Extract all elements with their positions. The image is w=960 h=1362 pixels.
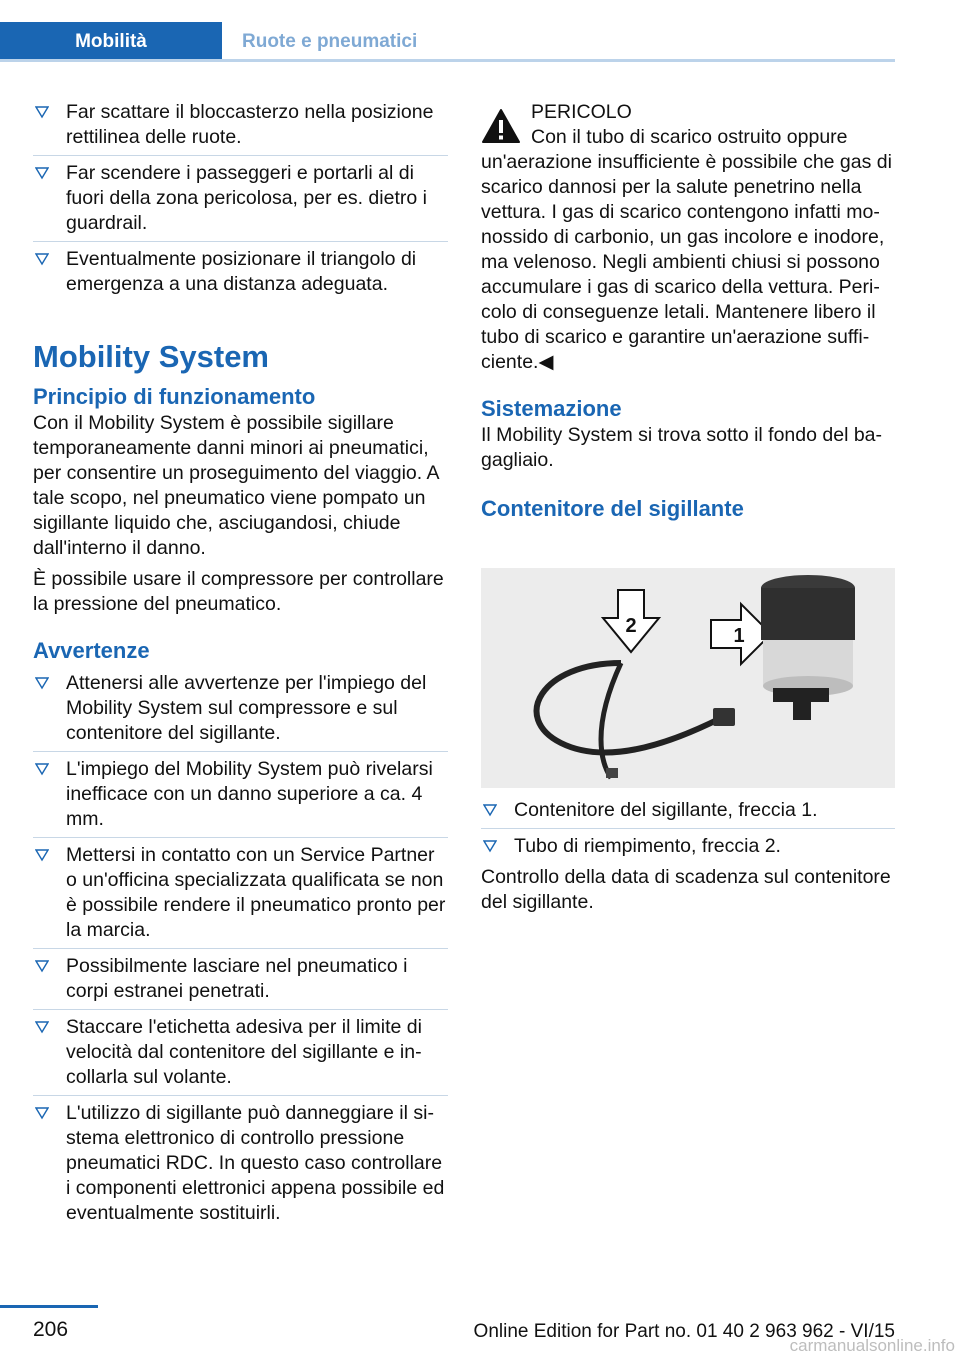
list-item (33, 757, 448, 832)
divider (33, 1009, 448, 1010)
arrow-2-label: 2 (625, 615, 637, 637)
triangle-bullet-icon (35, 676, 49, 690)
danger-text: Con il tubo di scarico ostruito oppure un'aerazione insufficiente è possibile che gas di scarico dannosi per la salute penetrino nella vettura. I gas di scarico contengono infatti monossido di carbonio, un gas incolore e inodore, ma velenoso. Negli ambienti chiusi si possono accumulare i gas di scarico della vettura. Pericolo di conseguenze letali. Mantenere libero il tubo di scarico e garantire un'aerazione sufficiente.◀ (481, 126, 892, 373)
list-item-text: Attenersi alle avvertenze per l'impiego del Mobility System sul compressore e sul contenitore del sigillante. (66, 672, 427, 744)
divider (33, 241, 448, 242)
tab-mobilita[interactable]: Mobilità (0, 22, 222, 62)
container-cap (761, 588, 855, 640)
divider (481, 828, 895, 829)
list-item (33, 1015, 448, 1090)
section-title: Mobility System (33, 339, 269, 374)
triangle-bullet-icon (35, 252, 49, 266)
triangle-bullet-icon (35, 1106, 49, 1120)
divider (33, 1095, 448, 1096)
list-item-text: L'impiego del Mobility System può rivelarsi inefficace con un danno superiore a ca. 4 mm. (66, 758, 433, 830)
list-item-text: Mettersi in contatto con un Service Partner o un'officina specializzata qualificata se non è possibile rendere il pneumatico pronto per la marcia. (66, 844, 446, 941)
list-item (33, 100, 448, 150)
divider (33, 155, 448, 156)
triangle-bullet-icon (35, 166, 49, 180)
expiry-check-text: Controllo della data di scadenza sul contenitore del sigillante. (481, 866, 891, 913)
list-item-text: Contenitore del sigillante, freccia 1. (514, 799, 818, 821)
principle-paragraph-2: È possibile usare il compressore per controllare la pressione del pneumatico. (33, 568, 444, 615)
list-item-text: Possibilmente lasciare nel pneumatico i corpi estranei penetrati. (66, 955, 408, 1002)
figure-caption (481, 798, 895, 915)
subsection-title-placement: Sistemazione (481, 396, 622, 421)
list-item (33, 247, 448, 297)
triangle-bullet-icon (35, 1020, 49, 1034)
triangle-bullet-icon (35, 848, 49, 862)
list-item (33, 1101, 448, 1226)
subsection-title-principle: Principio di funzionamento (33, 384, 316, 409)
right-column (481, 100, 895, 523)
triangle-bullet-icon (483, 803, 497, 817)
divider (33, 837, 448, 838)
header-rule (0, 59, 895, 62)
list-item (33, 671, 448, 746)
list-item-text: Staccare l'etichetta adesiva per il limite di velocità dal contenitore del sigillante e incollarla sul volante. (66, 1016, 422, 1088)
list-item-text: Far scattare il bloccasterzo nella posizione rettilinea delle ruote. (66, 101, 434, 148)
triangle-bullet-icon (35, 762, 49, 776)
page-header (0, 0, 895, 62)
sealant-container-figure (481, 568, 895, 788)
divider (33, 948, 448, 949)
left-column (33, 100, 448, 1226)
sealant-container-illustration (481, 568, 895, 788)
list-item-text: Eventualmente posizionare il triangolo di emergenza a una distanza adeguata. (66, 248, 417, 295)
warning-triangle-icon (481, 108, 521, 144)
list-item (33, 843, 448, 943)
filling-hose (537, 663, 721, 753)
list-item-text: Tubo di riempimento, freccia 2. (514, 835, 781, 857)
list-item (33, 954, 448, 1004)
container-outlet (793, 698, 811, 720)
list-item-text: L'utilizzo di sigillante può danneggiare il sistema elettronico di controllo pressione pneumatici RDC. In questo caso controllare i componenti elettronici appena possibile ed eventualmente sostituirli. (66, 1102, 445, 1224)
filling-hose-end (601, 663, 621, 778)
danger-notice (481, 100, 895, 375)
danger-title: PERICOLO (531, 101, 632, 123)
principle-paragraph-1: Con il Mobility System è possibile sigillare temporaneamente danni minori ai pneumatici, per consentire un proseguimento del viaggio. A tale scopo, nel pneumatico viene pompato un sigillante liquido che, asciugandosi, chiude dall'interno il danno. (33, 412, 439, 559)
divider (33, 751, 448, 752)
subsection-title-warnings: Avvertenze (33, 638, 150, 663)
hose-nozzle (606, 768, 618, 778)
subsection-title-container: Contenitore del sigillante (481, 496, 744, 521)
triangle-bullet-icon (483, 839, 497, 853)
triangle-bullet-icon (35, 959, 49, 973)
page-number: 206 (33, 1318, 69, 1341)
placement-text: Il Mobility System si trova sotto il fondo del bagagliaio. (481, 424, 883, 471)
arrow-1-label: 1 (733, 625, 745, 647)
list-item (481, 798, 895, 823)
watermark: carmanualsonline.info (789, 1336, 955, 1355)
tab-ruote-e-pneumatici[interactable]: Ruote e pneumatici (242, 31, 418, 52)
list-item-text: Far scendere i passeggeri e portarli al di fuori della zona pericolosa, per es. dietro i guardrail. (66, 162, 427, 234)
list-item (33, 161, 448, 236)
triangle-bullet-icon (35, 105, 49, 119)
edition-text: Online Edition for Part no. 01 40 2 963 962 - VI/15 (473, 1321, 895, 1342)
list-item (481, 834, 895, 859)
warnings-list (33, 671, 448, 1226)
hose-connector (713, 708, 735, 726)
footer-rule (0, 1305, 98, 1308)
